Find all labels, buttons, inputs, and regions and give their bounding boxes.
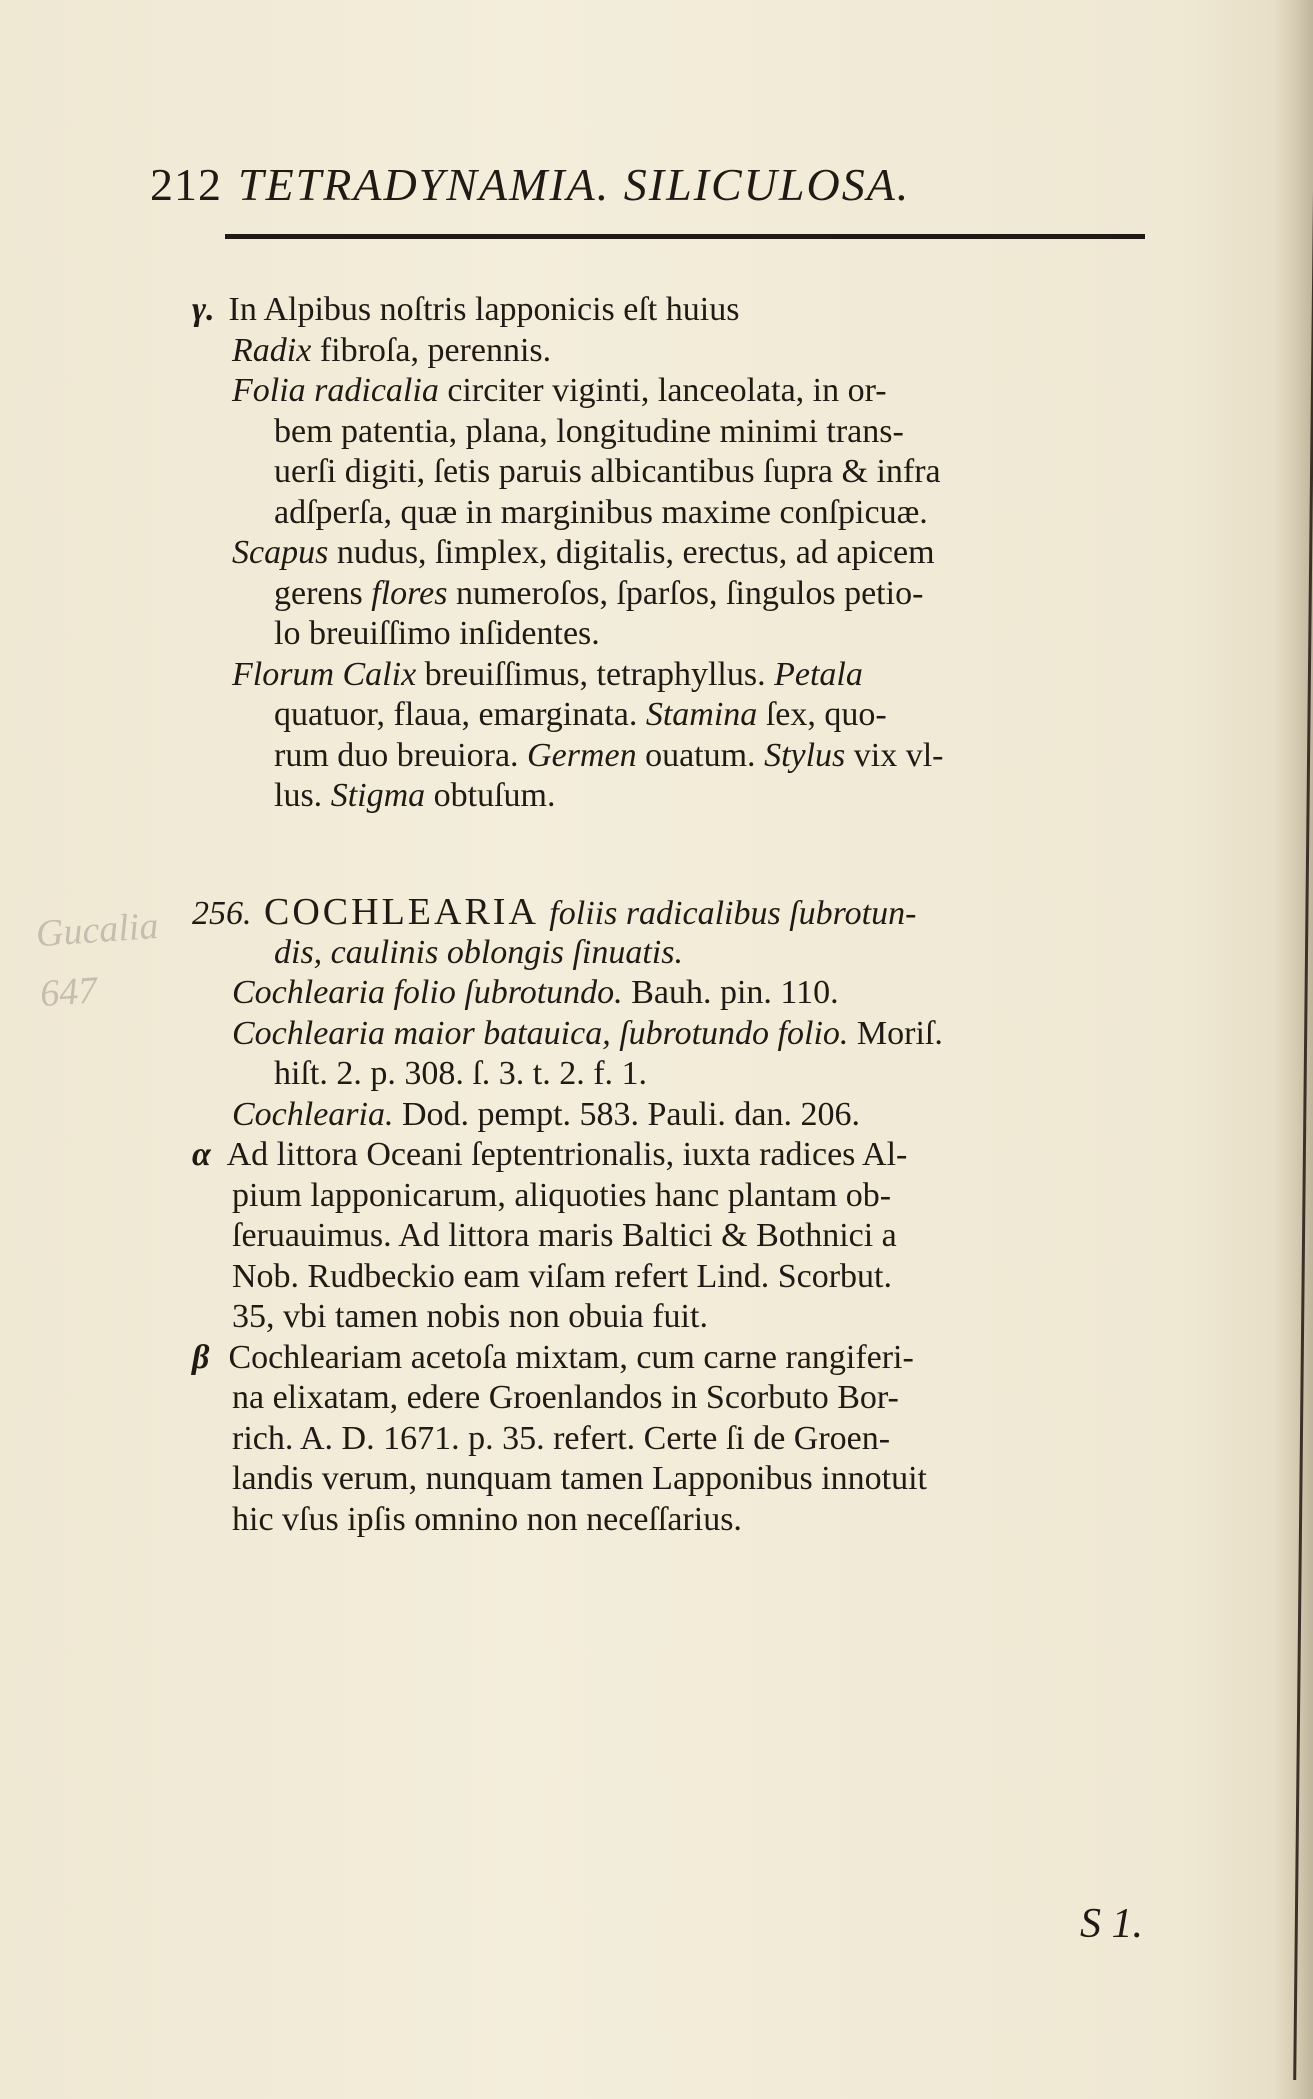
folia-line-3: uerſi digiti, ſetis paruis albicantibus ſupra & infra — [274, 453, 941, 490]
radix-text: fibroſa, perennis. — [319, 331, 552, 369]
genus-name: COCHLEARIA — [264, 891, 537, 933]
synonym-2-ref-line: hiſt. 2. p. 308. ſ. 3. t. 2. f. 1. — [274, 1055, 648, 1092]
signature-mark: S 1. — [1080, 1901, 1143, 1947]
petala-label: Petala — [774, 655, 863, 693]
alpha-line-1 — [192, 1135, 943, 1176]
alpha-line-3: ſeruauimus. Ad littora maris Baltici & Bothnici a — [232, 1217, 897, 1254]
beta-text-1: Cochleariam acetoſa mixtam, cum carne rangiferi- — [228, 1338, 914, 1376]
beta-line-3: rich. A. D. 1671. p. 35. refert. Certe ſi de Groen- — [232, 1419, 891, 1457]
scapus-text-2b: numeroſos, ſparſos, ſingulos petio- — [455, 574, 924, 612]
germen-text: ouatum. — [645, 736, 756, 774]
page-number: 212 — [150, 159, 222, 210]
folia-text-1: circiter viginti, lanceolata, in or- — [447, 372, 887, 409]
header-rule — [225, 234, 1145, 239]
synonym-3-name: Cochlearia. — [232, 1095, 394, 1133]
last-line-text: lus. — [274, 777, 323, 814]
stylus-text: vix vl- — [853, 736, 944, 774]
florum-label: Florum Calix — [232, 655, 417, 693]
flores-label: flores — [371, 574, 448, 612]
beta-line-1 — [192, 1338, 943, 1379]
diagnosis-1: foliis radicalibus ſubrotun- — [549, 895, 917, 932]
alpha-line-2: pium lapponicarum, aliquoties hanc plantam ob- — [232, 1176, 892, 1214]
stamina-text: ſex, quo- — [765, 696, 887, 733]
folia-line-1 — [192, 371, 944, 412]
radix-line — [192, 331, 944, 372]
alpha-line-4: Nob. Rudbeckio eam viſam refert Lind. Scorbut. — [232, 1257, 892, 1295]
stylus-label: Stylus — [764, 736, 846, 774]
stamina-text-2: rum duo breuiora. — [274, 736, 519, 774]
gamma-line-1 — [192, 290, 944, 331]
stigma-label: Stigma — [330, 777, 426, 814]
stigma-line — [192, 776, 944, 817]
synonym-3 — [192, 1095, 943, 1136]
entry-number: 256. — [192, 895, 252, 932]
folia-line-2: bem patentia, plana, longitudine minimi trans- — [274, 412, 904, 450]
synonym-2-ref: Moriſ. — [856, 1014, 943, 1052]
beta-line-4: landis verum, nunquam tamen Lapponibus innotuit — [232, 1460, 928, 1497]
scapus-line-3: lo breuiſſimo inſidentes. — [274, 615, 600, 652]
beta-marker: β — [192, 1338, 210, 1376]
germen-line — [192, 736, 944, 777]
diagnosis-2: dis, caulinis oblongis ſinuatis. — [274, 933, 683, 971]
folia-line-4: adſperſa, quæ in marginibus maxime conſpicuæ. — [274, 493, 928, 531]
page-header — [150, 158, 1070, 218]
florum-text: breuiſſimus, tetraphyllus. — [424, 655, 766, 693]
scapus-text-2a: gerens — [274, 574, 363, 612]
folia-label: Folia radicalia — [232, 372, 439, 409]
gamma-block — [192, 290, 944, 817]
alpha-text-1: Ad littora Oceani ſeptentrionalis, iuxta radices Al- — [226, 1136, 908, 1173]
scapus-label: Scapus — [232, 534, 329, 571]
margin-note-line-1: Gucalia — [34, 904, 160, 956]
entry-256 — [192, 892, 943, 1540]
margin-note-line-2: 647 — [38, 969, 99, 1016]
alpha-marker: α — [192, 1136, 211, 1173]
radix-label: Radix — [232, 331, 312, 369]
synonym-1 — [192, 973, 943, 1014]
gamma-marker: γ. — [192, 291, 215, 328]
stigma-text: obtuſum. — [433, 777, 556, 814]
beta-line-5: hic vſus ipſis omnino non neceſſarius. — [232, 1500, 742, 1538]
florum-line — [192, 655, 944, 696]
scapus-line-2 — [192, 574, 944, 615]
synonym-2-name: Cochlearia maior batauica, ſubrotundo folio. — [232, 1014, 849, 1052]
gamma-intro: In Alpibus noſtris lapponicis eſt huius — [228, 291, 740, 328]
page-running-title: TETRADYNAMIA. SILICULOSA. — [238, 159, 911, 210]
scapus-line-1 — [192, 533, 944, 574]
synonym-3-ref: Dod. pempt. 583. Pauli. dan. 206. — [401, 1095, 861, 1133]
petala-line — [192, 695, 944, 736]
petala-text: quatuor, flaua, emarginata. — [274, 696, 638, 733]
germen-label: Germen — [527, 736, 637, 774]
scapus-text-1: nudus, ſimplex, digitalis, erectus, ad apicem — [336, 534, 935, 571]
entry-heading-line-1 — [192, 892, 943, 933]
synonym-1-name: Cochlearia folio ſubrotundo. — [232, 974, 623, 1011]
stamina-label: Stamina — [645, 696, 758, 733]
beta-line-2: na elixatam, edere Groenlandos in Scorbuto Bor- — [232, 1379, 899, 1416]
alpha-line-5: 35, vbi tamen nobis non obuia fuit. — [232, 1298, 708, 1335]
margin-handwritten-note — [34, 896, 165, 1024]
synonym-2 — [192, 1014, 943, 1055]
synonym-1-ref: Bauh. pin. 110. — [631, 974, 839, 1011]
